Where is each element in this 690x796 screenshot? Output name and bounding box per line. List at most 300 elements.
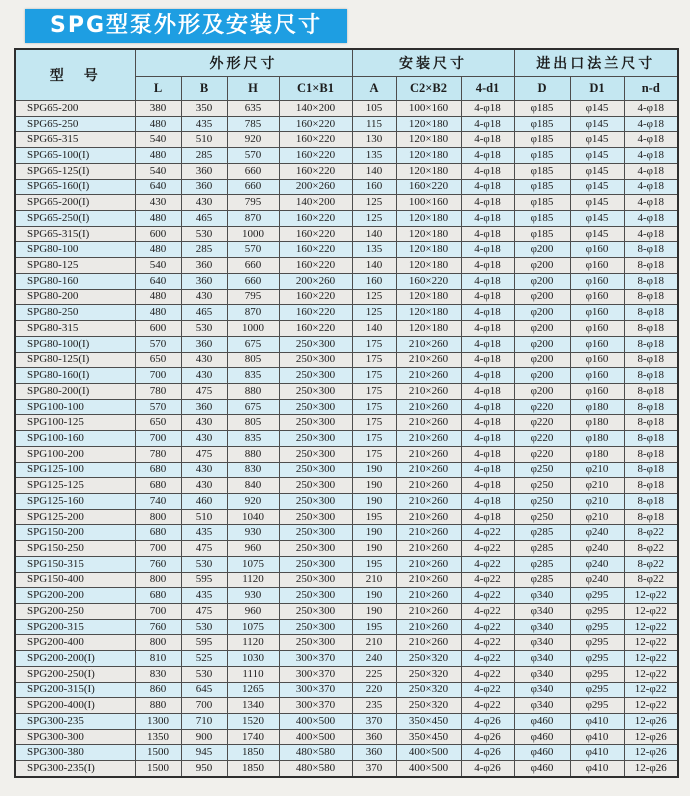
- value-cell: 4-φ18: [624, 148, 678, 164]
- value-cell: φ160: [570, 273, 624, 289]
- value-cell: φ240: [570, 556, 624, 572]
- value-cell: 785: [227, 116, 279, 132]
- value-cell: 435: [181, 588, 227, 604]
- value-cell: φ460: [514, 729, 570, 745]
- value-cell: φ200: [514, 383, 570, 399]
- value-cell: 285: [181, 148, 227, 164]
- column-header-L: L: [135, 77, 181, 101]
- value-cell: 1000: [227, 226, 279, 242]
- value-cell: 200×260: [279, 273, 352, 289]
- value-cell: 700: [135, 368, 181, 384]
- model-cell: SPG80-200(I): [15, 383, 135, 399]
- model-cell: SPG65-315(I): [15, 226, 135, 242]
- value-cell: 960: [227, 541, 279, 557]
- value-cell: φ295: [570, 635, 624, 651]
- value-cell: 530: [181, 226, 227, 242]
- value-cell: 190: [352, 588, 396, 604]
- value-cell: 120×180: [396, 305, 461, 321]
- model-cell: SPG200-400: [15, 635, 135, 651]
- value-cell: 125: [352, 289, 396, 305]
- value-cell: 480: [135, 116, 181, 132]
- value-cell: 8-φ18: [624, 305, 678, 321]
- value-cell: 920: [227, 493, 279, 509]
- value-cell: 880: [227, 383, 279, 399]
- table-row: [15, 399, 678, 415]
- value-cell: 235: [352, 698, 396, 714]
- value-cell: φ220: [514, 431, 570, 447]
- value-cell: 300×370: [279, 651, 352, 667]
- value-cell: 810: [135, 651, 181, 667]
- value-cell: φ185: [514, 211, 570, 227]
- model-cell: SPG80-100(I): [15, 336, 135, 352]
- value-cell: 700: [135, 541, 181, 557]
- value-cell: 1500: [135, 745, 181, 761]
- column-group-install-dims: 安装尺寸: [352, 49, 514, 77]
- value-cell: 4-φ22: [461, 698, 514, 714]
- value-cell: 635: [227, 101, 279, 117]
- value-cell: 1520: [227, 714, 279, 730]
- value-cell: 160×220: [279, 132, 352, 148]
- value-cell: φ285: [514, 556, 570, 572]
- value-cell: 175: [352, 399, 396, 415]
- value-cell: φ240: [570, 572, 624, 588]
- value-cell: 660: [227, 273, 279, 289]
- table-row: [15, 163, 678, 179]
- value-cell: 210: [352, 635, 396, 651]
- value-cell: 175: [352, 368, 396, 384]
- value-cell: 870: [227, 305, 279, 321]
- value-cell: 480: [135, 148, 181, 164]
- table-row: [15, 541, 678, 557]
- value-cell: 1075: [227, 619, 279, 635]
- value-cell: 4-φ18: [461, 446, 514, 462]
- value-cell: 4-φ22: [461, 666, 514, 682]
- value-cell: φ185: [514, 132, 570, 148]
- value-cell: 8-φ18: [624, 509, 678, 525]
- value-cell: 1110: [227, 666, 279, 682]
- value-cell: φ145: [570, 132, 624, 148]
- table-row: [15, 273, 678, 289]
- value-cell: 480: [135, 305, 181, 321]
- value-cell: 840: [227, 478, 279, 494]
- value-cell: 210×260: [396, 525, 461, 541]
- value-cell: 380: [135, 101, 181, 117]
- value-cell: 140×200: [279, 195, 352, 211]
- table-row: [15, 321, 678, 337]
- value-cell: φ145: [570, 148, 624, 164]
- value-cell: φ460: [514, 761, 570, 777]
- value-cell: 660: [227, 163, 279, 179]
- value-cell: 250×300: [279, 619, 352, 635]
- value-cell: 12-φ22: [624, 588, 678, 604]
- value-cell: 675: [227, 336, 279, 352]
- value-cell: 160×220: [279, 258, 352, 274]
- value-cell: 120×180: [396, 258, 461, 274]
- value-cell: φ340: [514, 588, 570, 604]
- table-row: [15, 556, 678, 572]
- value-cell: 4-φ26: [461, 714, 514, 730]
- value-cell: 160×220: [279, 116, 352, 132]
- value-cell: 12-φ22: [624, 619, 678, 635]
- value-cell: 8-φ18: [624, 336, 678, 352]
- table-row: [15, 509, 678, 525]
- value-cell: 120×180: [396, 321, 461, 337]
- value-cell: 4-φ18: [624, 101, 678, 117]
- value-cell: 370: [352, 714, 396, 730]
- value-cell: 880: [227, 446, 279, 462]
- value-cell: 4-φ18: [461, 132, 514, 148]
- value-cell: 360: [181, 258, 227, 274]
- value-cell: 4-φ22: [461, 619, 514, 635]
- value-cell: 430: [181, 478, 227, 494]
- value-cell: 210×260: [396, 352, 461, 368]
- value-cell: φ160: [570, 242, 624, 258]
- value-cell: 640: [135, 273, 181, 289]
- table-row: [15, 211, 678, 227]
- value-cell: 4-φ18: [461, 211, 514, 227]
- value-cell: 250×300: [279, 383, 352, 399]
- value-cell: 100×160: [396, 101, 461, 117]
- value-cell: 250×300: [279, 431, 352, 447]
- value-cell: 8-φ18: [624, 258, 678, 274]
- value-cell: 4-φ18: [624, 226, 678, 242]
- value-cell: 780: [135, 446, 181, 462]
- value-cell: 210×260: [396, 619, 461, 635]
- value-cell: 4-φ18: [461, 493, 514, 509]
- value-cell: 8-φ18: [624, 368, 678, 384]
- model-cell: SPG80-250: [15, 305, 135, 321]
- value-cell: 250×300: [279, 368, 352, 384]
- value-cell: 125: [352, 211, 396, 227]
- model-cell: SPG65-315: [15, 132, 135, 148]
- value-cell: 210: [352, 572, 396, 588]
- value-cell: φ200: [514, 289, 570, 305]
- value-cell: 570: [227, 242, 279, 258]
- value-cell: 160: [352, 179, 396, 195]
- model-cell: SPG65-250(I): [15, 211, 135, 227]
- value-cell: 920: [227, 132, 279, 148]
- value-cell: 510: [181, 509, 227, 525]
- value-cell: 930: [227, 588, 279, 604]
- value-cell: 4-φ22: [461, 682, 514, 698]
- value-cell: φ340: [514, 651, 570, 667]
- value-cell: 8-φ18: [624, 415, 678, 431]
- value-cell: φ295: [570, 619, 624, 635]
- value-cell: φ180: [570, 446, 624, 462]
- value-cell: 4-φ22: [461, 651, 514, 667]
- value-cell: 175: [352, 446, 396, 462]
- value-cell: 945: [181, 745, 227, 761]
- value-cell: 430: [181, 431, 227, 447]
- model-cell: SPG100-125: [15, 415, 135, 431]
- value-cell: 835: [227, 431, 279, 447]
- value-cell: 1850: [227, 745, 279, 761]
- value-cell: φ200: [514, 352, 570, 368]
- value-cell: 12-φ22: [624, 635, 678, 651]
- value-cell: 140: [352, 258, 396, 274]
- value-cell: 250×300: [279, 541, 352, 557]
- value-cell: 4-φ22: [461, 604, 514, 620]
- value-cell: 675: [227, 399, 279, 415]
- value-cell: 12-φ22: [624, 682, 678, 698]
- value-cell: 140: [352, 226, 396, 242]
- value-cell: 710: [181, 714, 227, 730]
- value-cell: 400×500: [279, 714, 352, 730]
- value-cell: φ180: [570, 415, 624, 431]
- value-cell: 250×300: [279, 509, 352, 525]
- value-cell: 300×370: [279, 666, 352, 682]
- value-cell: 120×180: [396, 163, 461, 179]
- value-cell: 220: [352, 682, 396, 698]
- value-cell: φ180: [570, 431, 624, 447]
- value-cell: 190: [352, 541, 396, 557]
- value-cell: 480: [135, 289, 181, 305]
- column-header-H: H: [227, 77, 279, 101]
- value-cell: 175: [352, 383, 396, 399]
- model-cell: SPG100-160: [15, 431, 135, 447]
- value-cell: 250×300: [279, 415, 352, 431]
- value-cell: 400×500: [279, 729, 352, 745]
- value-cell: 595: [181, 572, 227, 588]
- value-cell: 12-φ26: [624, 729, 678, 745]
- value-cell: 805: [227, 352, 279, 368]
- table-row: [15, 604, 678, 620]
- value-cell: 830: [135, 666, 181, 682]
- value-cell: φ210: [570, 493, 624, 509]
- value-cell: 160×220: [279, 163, 352, 179]
- value-cell: φ145: [570, 211, 624, 227]
- value-cell: 210×260: [396, 399, 461, 415]
- value-cell: 650: [135, 352, 181, 368]
- value-cell: 175: [352, 336, 396, 352]
- model-cell: SPG80-100: [15, 242, 135, 258]
- value-cell: φ160: [570, 368, 624, 384]
- value-cell: 475: [181, 541, 227, 557]
- table-row: [15, 289, 678, 305]
- value-cell: 570: [135, 399, 181, 415]
- value-cell: φ160: [570, 352, 624, 368]
- value-cell: 8-φ18: [624, 289, 678, 305]
- value-cell: 530: [181, 321, 227, 337]
- value-cell: 800: [135, 572, 181, 588]
- table-body: [15, 101, 678, 777]
- value-cell: 430: [181, 368, 227, 384]
- value-cell: 430: [181, 415, 227, 431]
- value-cell: φ340: [514, 666, 570, 682]
- value-cell: 680: [135, 462, 181, 478]
- value-cell: 360: [181, 399, 227, 415]
- table-row: [15, 415, 678, 431]
- value-cell: 135: [352, 242, 396, 258]
- value-cell: φ200: [514, 368, 570, 384]
- value-cell: 4-φ18: [624, 163, 678, 179]
- table-row: [15, 493, 678, 509]
- model-cell: SPG80-125: [15, 258, 135, 274]
- value-cell: φ160: [570, 336, 624, 352]
- value-cell: 4-φ18: [461, 462, 514, 478]
- value-cell: 870: [227, 211, 279, 227]
- value-cell: 350×450: [396, 714, 461, 730]
- value-cell: 700: [181, 698, 227, 714]
- page-title: SPG型泵外形及安装尺寸: [25, 9, 347, 43]
- value-cell: 700: [135, 604, 181, 620]
- model-cell: SPG80-315: [15, 321, 135, 337]
- value-cell: 930: [227, 525, 279, 541]
- model-cell: SPG300-300: [15, 729, 135, 745]
- value-cell: φ200: [514, 242, 570, 258]
- column-group-flange-dims: 进出口法兰尺寸: [514, 49, 678, 77]
- value-cell: 250×300: [279, 446, 352, 462]
- value-cell: 525: [181, 651, 227, 667]
- model-cell: SPG65-125(I): [15, 163, 135, 179]
- value-cell: 540: [135, 258, 181, 274]
- value-cell: 805: [227, 415, 279, 431]
- value-cell: 480×580: [279, 761, 352, 777]
- value-cell: 250×300: [279, 336, 352, 352]
- value-cell: 780: [135, 383, 181, 399]
- value-cell: 475: [181, 604, 227, 620]
- value-cell: 12-φ26: [624, 745, 678, 761]
- value-cell: φ340: [514, 698, 570, 714]
- value-cell: 4-φ18: [461, 321, 514, 337]
- model-cell: SPG80-200: [15, 289, 135, 305]
- value-cell: 795: [227, 195, 279, 211]
- value-cell: φ160: [570, 289, 624, 305]
- value-cell: 105: [352, 101, 396, 117]
- value-cell: 4-φ18: [461, 336, 514, 352]
- table-row: [15, 179, 678, 195]
- value-cell: 125: [352, 305, 396, 321]
- value-cell: 4-φ22: [461, 556, 514, 572]
- value-cell: 200×260: [279, 179, 352, 195]
- value-cell: 950: [181, 761, 227, 777]
- model-cell: SPG150-200: [15, 525, 135, 541]
- value-cell: 4-φ22: [461, 588, 514, 604]
- value-cell: φ200: [514, 321, 570, 337]
- value-cell: 1120: [227, 635, 279, 651]
- model-cell: SPG150-250: [15, 541, 135, 557]
- value-cell: φ295: [570, 666, 624, 682]
- column-header-D: D: [514, 77, 570, 101]
- value-cell: 760: [135, 619, 181, 635]
- value-cell: φ160: [570, 383, 624, 399]
- value-cell: 4-φ18: [461, 352, 514, 368]
- value-cell: φ295: [570, 604, 624, 620]
- value-cell: 12-φ22: [624, 651, 678, 667]
- value-cell: φ185: [514, 101, 570, 117]
- value-cell: 350×450: [396, 729, 461, 745]
- value-cell: φ295: [570, 698, 624, 714]
- value-cell: 4-φ18: [461, 242, 514, 258]
- model-cell: SPG65-200: [15, 101, 135, 117]
- table-row: [15, 352, 678, 368]
- value-cell: φ410: [570, 729, 624, 745]
- value-cell: 250×300: [279, 556, 352, 572]
- value-cell: 240: [352, 651, 396, 667]
- value-cell: 160×220: [279, 305, 352, 321]
- value-cell: 465: [181, 211, 227, 227]
- model-cell: SPG200-400(I): [15, 698, 135, 714]
- value-cell: φ410: [570, 761, 624, 777]
- value-cell: φ185: [514, 148, 570, 164]
- value-cell: 210×260: [396, 446, 461, 462]
- value-cell: 645: [181, 682, 227, 698]
- value-cell: 430: [181, 462, 227, 478]
- value-cell: 1120: [227, 572, 279, 588]
- value-cell: 595: [181, 635, 227, 651]
- value-cell: 430: [181, 195, 227, 211]
- model-cell: SPG200-250: [15, 604, 135, 620]
- value-cell: 900: [181, 729, 227, 745]
- value-cell: 8-φ22: [624, 556, 678, 572]
- model-cell: SPG80-160(I): [15, 368, 135, 384]
- column-header-4-d1: 4-d1: [461, 77, 514, 101]
- model-cell: SPG65-100(I): [15, 148, 135, 164]
- value-cell: 160×220: [279, 211, 352, 227]
- value-cell: 250×320: [396, 698, 461, 714]
- value-cell: 4-φ18: [461, 226, 514, 242]
- value-cell: 160×220: [396, 273, 461, 289]
- value-cell: 1265: [227, 682, 279, 698]
- value-cell: φ210: [570, 478, 624, 494]
- value-cell: 195: [352, 556, 396, 572]
- value-cell: 115: [352, 116, 396, 132]
- value-cell: 700: [135, 431, 181, 447]
- table-row: [15, 619, 678, 635]
- value-cell: 430: [135, 195, 181, 211]
- value-cell: 4-φ18: [461, 289, 514, 305]
- value-cell: 8-φ18: [624, 352, 678, 368]
- value-cell: 140: [352, 321, 396, 337]
- value-cell: 120×180: [396, 148, 461, 164]
- value-cell: φ240: [570, 541, 624, 557]
- value-cell: 285: [181, 242, 227, 258]
- value-cell: φ200: [514, 305, 570, 321]
- value-cell: φ295: [570, 651, 624, 667]
- value-cell: φ210: [570, 509, 624, 525]
- value-cell: 210×260: [396, 541, 461, 557]
- table-row: [15, 305, 678, 321]
- value-cell: φ460: [514, 714, 570, 730]
- value-cell: 210×260: [396, 493, 461, 509]
- model-cell: SPG100-100: [15, 399, 135, 415]
- value-cell: 880: [135, 698, 181, 714]
- value-cell: 250×300: [279, 352, 352, 368]
- value-cell: 130: [352, 132, 396, 148]
- value-cell: 650: [135, 415, 181, 431]
- value-cell: φ185: [514, 116, 570, 132]
- table-row: [15, 761, 678, 777]
- value-cell: φ295: [570, 682, 624, 698]
- value-cell: φ160: [570, 305, 624, 321]
- value-cell: φ185: [514, 163, 570, 179]
- value-cell: 8-φ18: [624, 493, 678, 509]
- value-cell: φ160: [570, 321, 624, 337]
- value-cell: φ240: [570, 525, 624, 541]
- model-cell: SPG80-125(I): [15, 352, 135, 368]
- value-cell: 570: [227, 148, 279, 164]
- value-cell: φ250: [514, 478, 570, 494]
- value-cell: 190: [352, 462, 396, 478]
- value-cell: 4-φ18: [461, 383, 514, 399]
- value-cell: 160×220: [279, 289, 352, 305]
- value-cell: 8-φ18: [624, 399, 678, 415]
- value-cell: 4-φ26: [461, 761, 514, 777]
- table-row: [15, 368, 678, 384]
- value-cell: 300×370: [279, 698, 352, 714]
- value-cell: φ340: [514, 635, 570, 651]
- column-header-n-d: n-d: [624, 77, 678, 101]
